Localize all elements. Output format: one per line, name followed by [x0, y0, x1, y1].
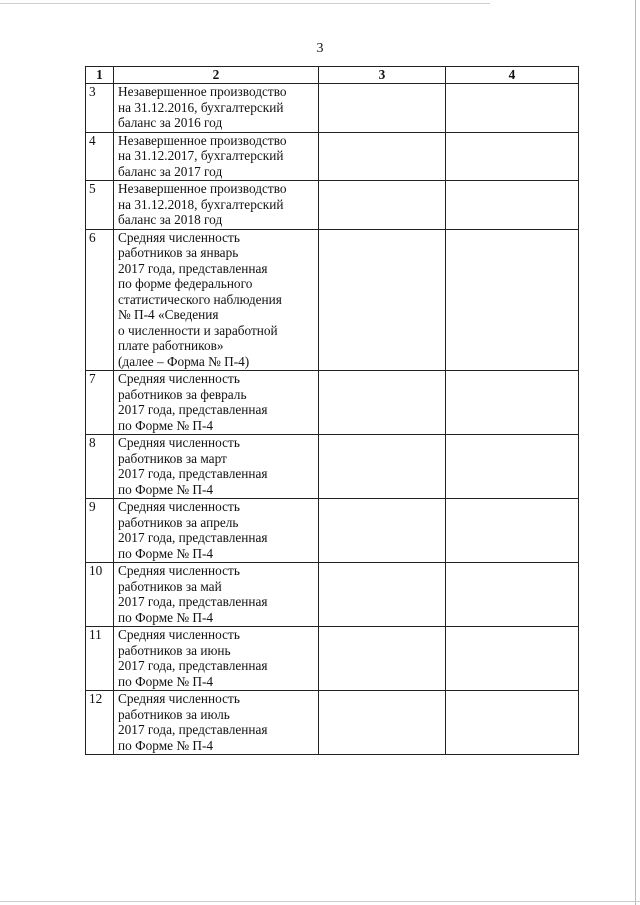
description-line: 2017 года, представленная	[118, 260, 268, 276]
description-line: работников за июнь	[118, 642, 231, 658]
row-col-3-cell	[319, 435, 446, 499]
data-table	[85, 66, 579, 755]
row-description	[114, 563, 319, 627]
row-col-3-cell	[319, 371, 446, 435]
row-description	[114, 371, 319, 435]
table-header-row	[86, 67, 579, 84]
description-line: Средняя численность	[118, 627, 240, 642]
row-col-4-cell	[446, 435, 579, 499]
row-description	[114, 627, 319, 691]
row-number: 3	[86, 84, 114, 133]
description-line: 2017 года, представленная	[118, 530, 268, 545]
table-row	[86, 229, 579, 371]
description-line: 2017 года, представленная	[118, 402, 268, 417]
description-line: № П-4 «Сведения	[118, 307, 219, 322]
row-col-4-cell	[446, 627, 579, 691]
table-row	[86, 84, 579, 133]
description-line: по Форме № П-4	[118, 417, 214, 433]
row-col-4-cell	[446, 371, 579, 435]
row-col-3-cell	[319, 627, 446, 691]
description-line: по Форме № П-4	[118, 609, 214, 625]
row-col-4-cell	[446, 499, 579, 563]
description-line: Незавершенное производство	[118, 84, 287, 99]
description-line: (далее – Форма № П-4)	[118, 353, 250, 369]
description-line: 2017 года, представленная	[118, 722, 268, 737]
table-row	[86, 132, 579, 181]
description-line: по Форме № П-4	[118, 673, 214, 689]
scan-right-edge	[635, 0, 636, 905]
row-col-3-cell	[319, 691, 446, 755]
description-line: работников за апрель	[118, 514, 239, 530]
description-line: Средняя численность	[118, 499, 240, 514]
row-description	[114, 181, 319, 230]
header-col-4: 4	[446, 67, 579, 84]
row-col-3-cell	[319, 181, 446, 230]
table-body	[86, 84, 579, 755]
description-line: баланс за 2017 год	[118, 163, 223, 179]
row-description	[114, 84, 319, 133]
description-line: баланс за 2016 год	[118, 115, 223, 130]
description-line: плате работников»	[118, 338, 224, 353]
row-description	[114, 691, 319, 755]
description-line: по Форме № П-4	[118, 545, 214, 561]
row-number: 10	[86, 563, 114, 627]
description-line: 2017 года, представленная	[118, 594, 268, 609]
description-line: Незавершенное производство	[118, 181, 287, 196]
row-col-4-cell	[446, 229, 579, 371]
description-line: работников за июль	[118, 706, 230, 722]
description-line: работников за январь	[118, 245, 239, 260]
table-row	[86, 371, 579, 435]
row-col-3-cell	[319, 563, 446, 627]
row-col-3-cell	[319, 84, 446, 133]
description-line: Средняя численность	[118, 229, 240, 245]
row-number: 5	[86, 181, 114, 230]
description-line: на 31.12.2016, бухгалтерский	[118, 99, 284, 115]
table-row	[86, 181, 579, 230]
description-line: по Форме № П-4	[118, 737, 214, 753]
row-col-4-cell	[446, 181, 579, 230]
row-number: 8	[86, 435, 114, 499]
description-line: работников за май	[118, 578, 222, 594]
row-description	[114, 499, 319, 563]
description-line: Незавершенное производство	[118, 132, 287, 148]
table-row	[86, 499, 579, 563]
description-line: баланс за 2018 год	[118, 212, 223, 227]
description-line: Средняя численность	[118, 435, 240, 450]
description-line: по Форме № П-4	[118, 481, 214, 497]
description-line: по форме федерального	[118, 276, 253, 291]
description-line: статистического наблюдения	[118, 291, 282, 307]
row-col-4-cell	[446, 691, 579, 755]
row-number: 4	[86, 132, 114, 181]
page-number: 3	[316, 41, 324, 56]
row-col-3-cell	[319, 499, 446, 563]
scan-bottom-edge	[0, 901, 640, 902]
row-description	[114, 435, 319, 499]
row-col-4-cell	[446, 563, 579, 627]
description-line: на 31.12.2017, бухгалтерский	[118, 148, 284, 163]
description-line: работников за март	[118, 450, 227, 466]
description-line: на 31.12.2018, бухгалтерский	[118, 196, 284, 212]
row-col-3-cell	[319, 132, 446, 181]
row-description	[114, 229, 319, 371]
header-col-2: 2	[114, 67, 319, 84]
row-number: 11	[86, 627, 114, 691]
description-line: Средняя численность	[118, 371, 240, 386]
row-description	[114, 132, 319, 181]
table-row	[86, 435, 579, 499]
description-line: Средняя численность	[118, 691, 240, 706]
description-line: о численности и заработной	[118, 322, 278, 338]
description-line: 2017 года, представленная	[118, 658, 268, 673]
row-number: 6	[86, 229, 114, 371]
row-number: 7	[86, 371, 114, 435]
description-line: Средняя численность	[118, 563, 240, 578]
row-number: 9	[86, 499, 114, 563]
table-row	[86, 627, 579, 691]
table-row	[86, 691, 579, 755]
table-row	[86, 563, 579, 627]
header-col-1: 1	[86, 67, 114, 84]
row-col-4-cell	[446, 84, 579, 133]
header-col-3: 3	[319, 67, 446, 84]
row-col-3-cell	[319, 229, 446, 371]
description-line: работников за февраль	[118, 386, 247, 402]
row-number: 12	[86, 691, 114, 755]
description-line: 2017 года, представленная	[118, 466, 268, 481]
row-col-4-cell	[446, 132, 579, 181]
scan-top-edge	[0, 3, 490, 4]
